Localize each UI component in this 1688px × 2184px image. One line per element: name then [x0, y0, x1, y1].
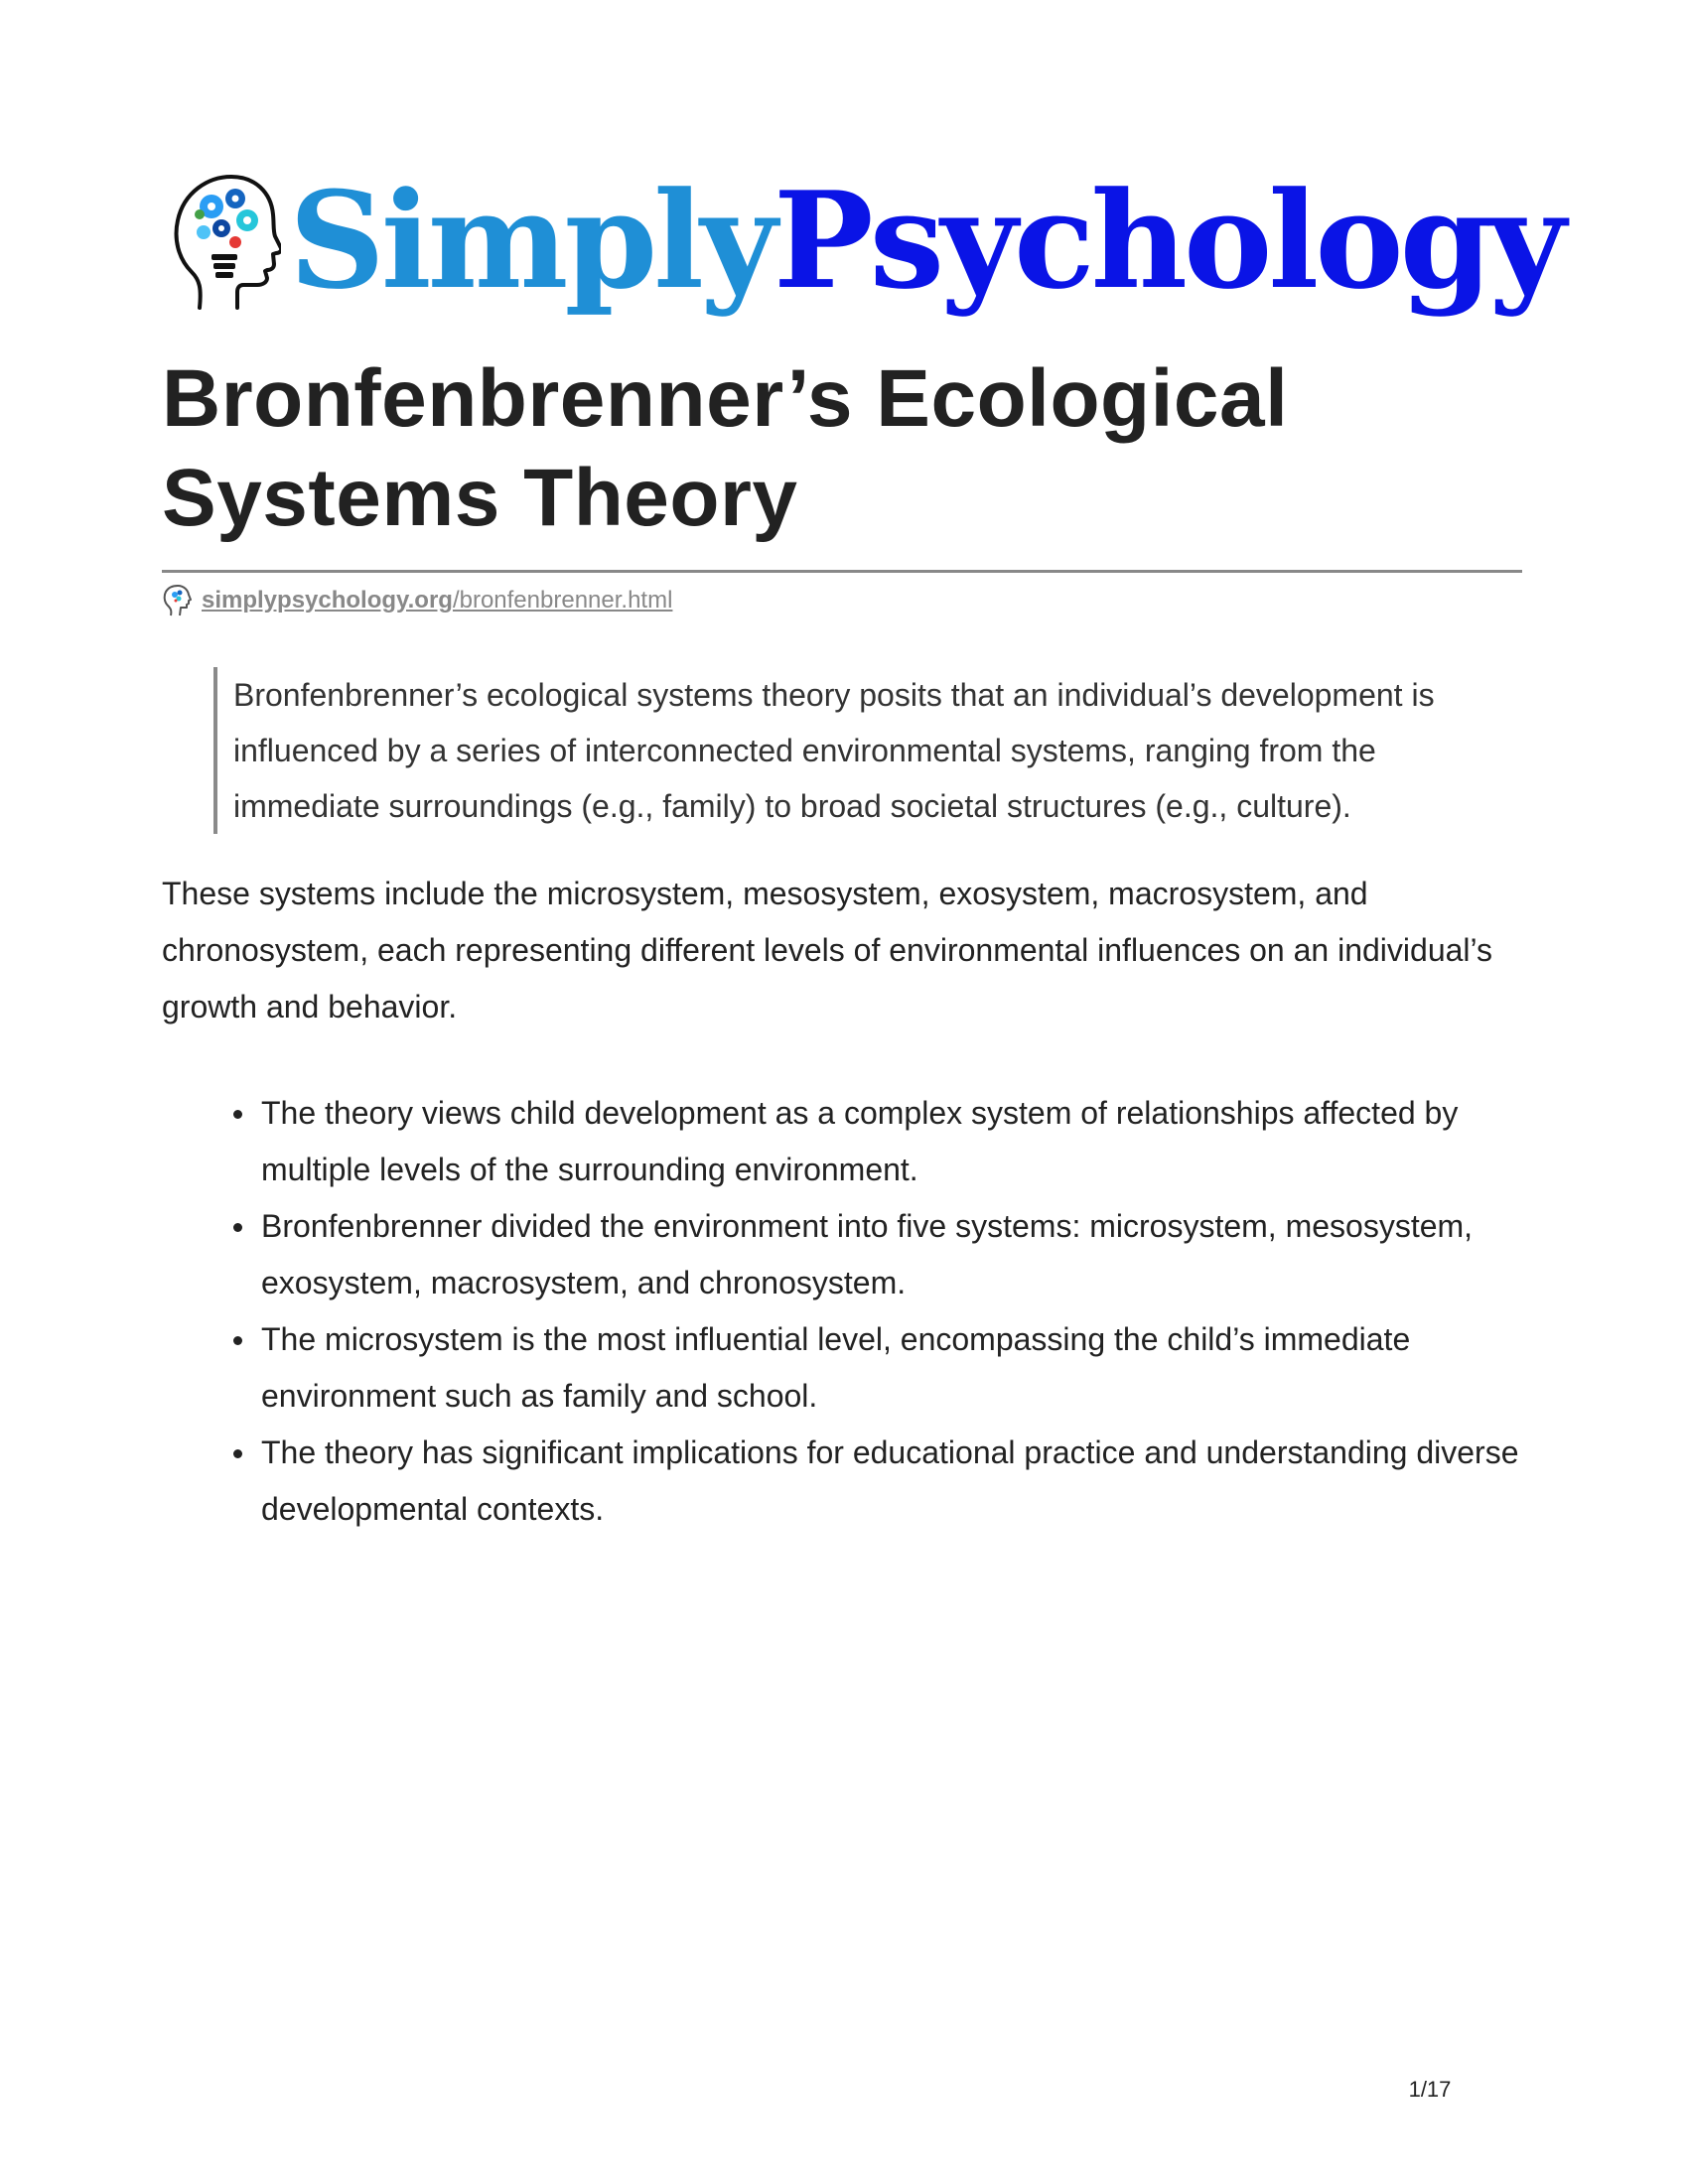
logo-simply-text: Simply [289, 162, 774, 319]
site-favicon-icon [162, 584, 192, 617]
list-item: Bronfenbrenner divided the environment into five systems: microsystem, mesosystem, exosystem, macrosystem, and chronosystem. [162, 1198, 1522, 1311]
site-logo[interactable] [170, 161, 1562, 320]
list-item: The theory has significant implications for educational practice and understanding diverse developmental contexts. [162, 1425, 1522, 1538]
logo-psychology-text: Psychology [773, 162, 1563, 319]
intro-paragraph: These systems include the microsystem, mesosystem, exosystem, macrosystem, and chronosystem, each representing different levels of environmental influences on an individual’s growth and behavior. [162, 876, 1493, 1024]
document-page [162, 0, 1563, 2184]
page-title: Bronfenbrenner’s Ecological Systems Theory [162, 353, 1289, 543]
list-item: The microsystem is the most influential level, encompassing the child’s immediate environment such as family and school. [162, 1311, 1522, 1425]
list-item: The theory views child development as a complex system of relationships affected by multiple levels of the surrounding environment. [162, 1085, 1522, 1198]
source-link[interactable] [202, 587, 672, 614]
page-number: 1/17 [1408, 2077, 1452, 2102]
head-gears-icon [170, 169, 281, 313]
logo-wordmark [289, 162, 1563, 319]
source-line [162, 584, 672, 617]
key-points-list [162, 1085, 1522, 1538]
source-domain: simplypsychology.org [202, 587, 453, 614]
summary-blockquote: Bronfenbrenner’s ecological systems theory posits that an individual’s development is influenced by a series of interconnected environmental systems, ranging from the immediate surroundings (e.g., family) to broad societal structures (e.g., culture). [213, 667, 1514, 834]
source-path: /bronfenbrenner.html [452, 587, 673, 614]
title-divider [162, 570, 1522, 573]
